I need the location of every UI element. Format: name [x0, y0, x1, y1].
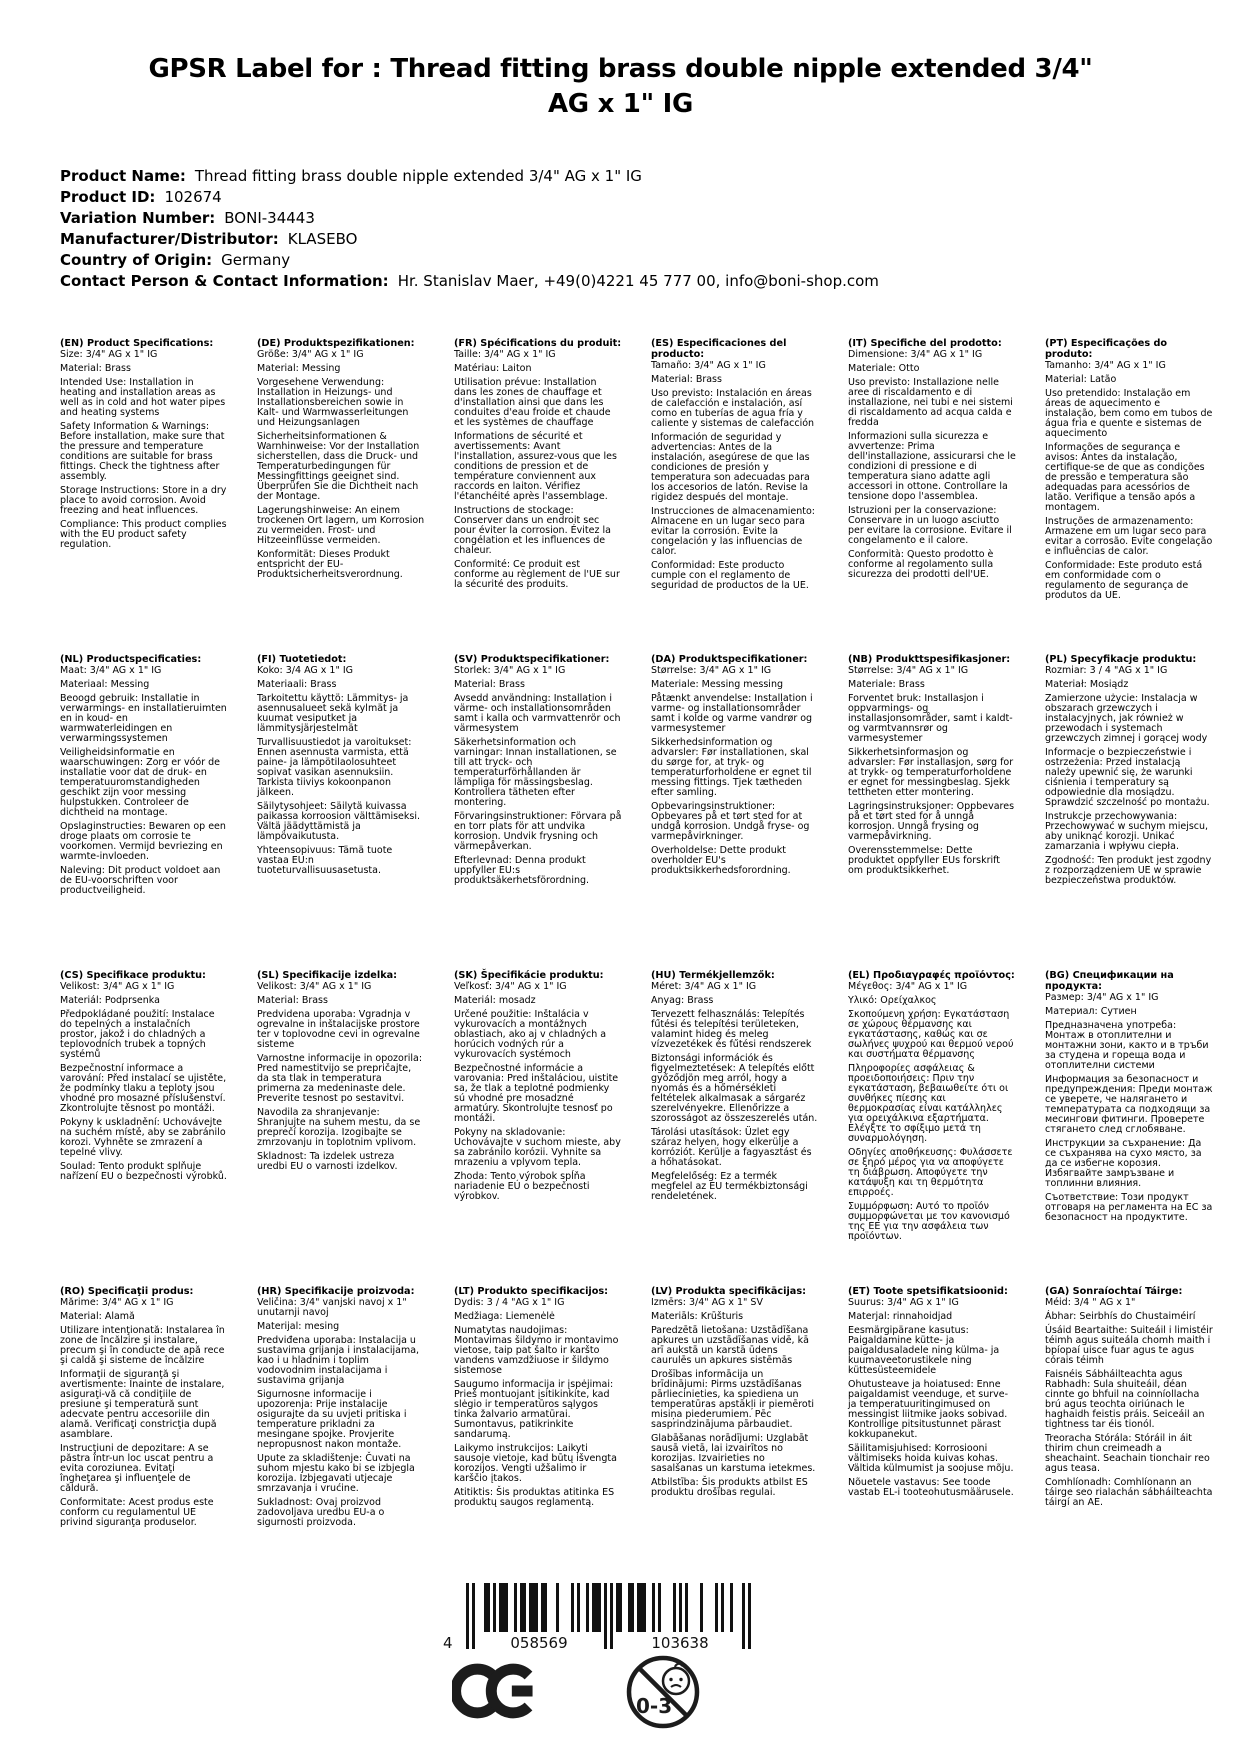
spec-paragraph: Materiāls: Krūšturis — [651, 1311, 744, 1322]
spec-paragraph: Zgodność: Ten produkt jest zgodny z rozporządzeniem UE w sprawie bezpieczeństwa produktów. — [1045, 855, 1212, 886]
spec-grid — [60, 338, 1213, 1532]
spec-paragraph: Conformidade: Este produto está em conformidade com o regulamento de segurança de produtos da UE. — [1045, 560, 1203, 601]
spec-block — [454, 1286, 622, 1532]
spec-block-paragraphs — [651, 666, 819, 876]
spec-paragraph: Σκοπούμενη χρήση: Εγκατάσταση σε χώρους θέρμανσης και εγκατάστασης, καθώς και σε σωλήνες ψυχρού και θερμού νερού και συστήματα θέρμανσης — [848, 1009, 1014, 1060]
spec-block-heading: (RO) Specificaţii produs: — [60, 1286, 194, 1297]
spec-paragraph: Påtænkt anvendelse: Installation i varme- og installationsområder samt i kolde og varme vandrør og varmesystemer — [651, 693, 813, 734]
spec-paragraph: Comhlíonadh: Comhlíonann an táirge seo rialachán sábháilteachta táirgí an AE. — [1045, 1477, 1213, 1508]
spec-block — [454, 654, 622, 970]
spec-block-paragraphs — [257, 666, 425, 876]
product-info-label: Manufacturer/Distributor: — [60, 230, 279, 248]
spec-block — [848, 338, 1016, 654]
spec-paragraph: Saugumo informacija ir įspėjimai: Prieš montuojant įsitikinkite, kad slėgio ir temperatūros sąlygos tinka žalvario armatūrai. Sumontavus, patikrinkite sandarumą. — [454, 1379, 614, 1440]
spec-paragraph: Инструкции за съхранение: Да се съхранява на сухо място, за да се избегне корозия. Избягвайте замръзване и топлинни влияния. — [1045, 1138, 1202, 1189]
spec-paragraph: Bezpečnostné informácie a varovania: Pred inštaláciou, uistite sa, že tlak a teplotné podmienky sú vhodné pre mosadzné armatúry. Skontrolujte tesnosť po montáži. — [454, 1063, 619, 1124]
spec-block-heading: (ES) Especificaciones del producto: — [651, 338, 787, 360]
age-warning-0-3-icon — [625, 1654, 701, 1734]
spec-paragraph: Opbevaringsinstruktioner: Opbevares på et tørt sted for at undgå korrosion. Undgå fryse- og varmepåvirkninger. — [651, 801, 810, 842]
spec-block-paragraphs — [60, 1298, 228, 1528]
spec-paragraph: Istruzioni per la conservazione: Conservare in un luogo asciutto per evitare la corrosione. Evitare il congelamento e il calore. — [848, 505, 1012, 546]
spec-block — [1045, 338, 1213, 654]
spec-block — [60, 338, 228, 654]
spec-block — [651, 1286, 819, 1532]
spec-paragraph: Úsáid Beartaithe: Suiteáil i limistéir téimh agus suiteála chomh maith i bpíopaí uisce fuar agus te agus córais téimh — [1045, 1325, 1213, 1366]
spec-block-heading: (LT) Produkto specifikacijos: — [454, 1286, 609, 1297]
spec-paragraph: Информация за безопасност и предупреждения: Преди монтаж се уверете, че налягането и температурата са подходящи за месингови фитинги. Проверете стягането след сглобяване. — [1045, 1074, 1213, 1135]
spec-block-paragraphs — [454, 1298, 622, 1508]
spec-paragraph: Размер: 3/4" AG x 1" IG — [1045, 992, 1159, 1003]
spec-paragraph: Koko: 3/4 AG x 1" IG — [257, 665, 354, 676]
spec-paragraph: Intended Use: Installation in heating and installation areas as well as in cold and hot water pipes and heating systems — [60, 377, 226, 418]
spec-paragraph: Informações de segurança e avisos: Antes da instalação, certifique-se de que as condições de pressão e temperatura são adequadas para acessórios de latão. Verifique a tensão após a montagem. — [1045, 442, 1205, 513]
spec-paragraph: Yhteensopivuus: Tämä tuote vastaa EU:n tuoteturvallisuusasetusta. — [257, 845, 393, 876]
spec-paragraph: Předpokládané použití: Instalace do tepelných a instalačních prostor, jakož i do chladných a teplovodních trubek a topných systémů — [60, 1009, 215, 1060]
spec-block-heading: (SL) Specifikacije izdelka: — [257, 970, 398, 981]
spec-paragraph: Dydis: 3 / 4 "AG x 1" IG — [454, 1297, 565, 1308]
spec-paragraph: Förvaringsinstruktioner: Förvara på en torr plats för att undvika korrosion. Undvik frysning och värmepåverkan. — [454, 811, 622, 852]
spec-paragraph: Predvidena uporaba: Vgradnja v ogrevalne in inštalacijske prostore ter v toplovodne cevi in ogrevalne sisteme — [257, 1009, 420, 1050]
spec-paragraph: Συμμόρφωση: Αυτό το προϊόν συμμορφώνεται με τον κανονισμό της ΕΕ για την ασφάλεια των προϊόντων. — [848, 1201, 1010, 1242]
spec-block-paragraphs — [651, 361, 819, 591]
ean13-barcode-svg — [441, 1583, 751, 1655]
spec-paragraph: Paredzētā lietošana: Uzstādīšana apkures un uzstādīšanas vidē, kā arī aukstā un karstā ūdens caurulēs un apkures sistēmās — [651, 1325, 809, 1366]
spec-paragraph: Navodila za shranjevanje: Shranjujte na suhem mestu, da se preprečí korozija. Izogibajte se zmrzovanju in toplotnim vplivom. — [257, 1107, 421, 1148]
spec-paragraph: Πληροφορίες ασφάλειας & προειδοποιήσεις: Πριν την εγκατάσταση, βεβαιωθείτε ότι οι συνθήκες πίεσης και θερμοκρασίας είναι κατάλληλες για ορειχάλκινα εξαρτήματα. Ελέγξτε το σφίξιμο μετά τη συναρμολόγηση. — [848, 1063, 1009, 1144]
spec-paragraph: Υλικό: Ορείχαλκος — [848, 995, 937, 1006]
spec-paragraph: Méret: 3/4" AG x 1" IG — [651, 981, 757, 992]
product-info-row — [60, 166, 879, 187]
spec-block — [1045, 1286, 1213, 1532]
spec-paragraph: Materiale: Otto — [848, 363, 920, 374]
spec-paragraph: Určené použitie: Inštalácia v vykurovacích a montážnych oblastiach, ako aj v chladných a horúcich vodných rúr a vykurovacích systémoch — [454, 1009, 607, 1060]
product-info-label: Country of Origin: — [60, 251, 213, 269]
spec-paragraph: Materijal: mesing — [257, 1321, 340, 1332]
spec-paragraph: Tarkoitettu käyttö: Lämmitys- ja asennusalueet sekä kylmät ja kuumat vesiputket ja lämmitysjärjestelmät — [257, 693, 409, 734]
spec-paragraph: Varnostne informacije in opozorila: Pred namestitvijo se prepričajte, da sta tlak in temperatura primerna za medeninaste dele. Preverite tesnost po sestavitvi. — [257, 1053, 423, 1104]
spec-block-heading: (NL) Productspecificaties: — [60, 654, 202, 665]
spec-paragraph: Storage Instructions: Store in a dry place to avoid corrosion. Avoid freezing and heat influences. — [60, 485, 227, 516]
spec-paragraph: Sigurnosne informacije i upozorenja: Prije instalacije osigurajte da su uvjeti pritiska i temperature prikladni za mesingane spojke. Provjerite nepropusnost nakon montaže. — [257, 1389, 407, 1450]
spec-paragraph: Overensstemmelse: Dette produktet oppfyller EUs forskrift om produktsikkerhet. — [848, 845, 1001, 876]
spec-paragraph: Съответствие: Този продукт отговаря на регламента на ЕС за безопасност на продуктите. — [1045, 1192, 1213, 1223]
spec-block-paragraphs — [60, 666, 228, 896]
spec-paragraph: Tamanho: 3/4" AG x 1" IG — [1045, 360, 1166, 371]
spec-paragraph: Informations de sécurité et avertissements: Avant l'installation, assurez-vous que les conditions de pression et de température conviennent aux raccords en laiton. Vérifiez l'étanchéité après l'assemblage. — [454, 431, 617, 502]
spec-paragraph: Konformität: Dieses Produkt entspricht der EU-Produktsicherheitsverordnung. — [257, 549, 403, 580]
spec-paragraph: Sicherheitsinformationen & Warnhinweise: Vor der Installation sicherstellen, dass die Druck- und Temperaturbedingungen für Messingfittings geeignet sind. Überprüfen Sie die Dichtheit nach der Montage. — [257, 431, 420, 502]
spec-block-paragraphs — [454, 350, 622, 590]
product-info-label: Product Name: — [60, 167, 186, 185]
spec-paragraph: Soulad: Tento produkt splňuje nařízení EU o bezpečnosti výrobků. — [60, 1161, 227, 1182]
spec-paragraph: Предназначена употреба: Монтаж в отоплителни и монтажни зони, както и в тръби за студена и гореща вода и отоплителни системи — [1045, 1020, 1209, 1071]
spec-paragraph: Οδηγίες αποθήκευσης: Φυλάσσετε σε ξηρό μέρος για να αποφύγετε τη διάβρωση. Αποφύγετε την κατάψυξη και τη θερμότητα επιρροές. — [848, 1147, 1013, 1198]
spec-paragraph: Atitiktis: Šis produktas atitinka ES produktų saugos reglamentą. — [454, 1487, 615, 1508]
spec-paragraph: Informazioni sulla sicurezza e avvertenze: Prima dell'installazione, assicurarsi che le condizioni di pressione e di temperatura siano adatte agli accessori in ottone. Controllare la tensione dopo l'assemblea. — [848, 431, 1016, 502]
product-info-row — [60, 250, 879, 271]
spec-block-heading: (HU) Termékjellemzők: — [651, 970, 775, 981]
product-info-label: Contact Person & Contact Information: — [60, 272, 389, 290]
spec-paragraph: Instruções de armazenamento: Armazene em um lugar seco para evitar a corrosão. Evite congelação e influências de calor. — [1045, 516, 1213, 557]
spec-paragraph: Drošības informācija un brīdinājumi: Pirms uzstādīšanas pārliecinieties, ka spiediena un temperatūras apstākļi ir piemēroti misiņa piederumiem. Pēc sasprindzinājuma pārbaudiet. — [651, 1369, 815, 1430]
spec-paragraph: Turvallisuustiedot ja varoitukset: Ennen asennusta varmista, että paine- ja lämpötilaolosuhteet sopivat vasikan asennuksiin. Tarkista tiiviys kokoonpanon jälkeen. — [257, 737, 412, 798]
product-info-row — [60, 187, 879, 208]
spec-paragraph: Materiaali: Brass — [257, 679, 337, 690]
spec-block — [257, 1286, 425, 1532]
spec-paragraph: Matériau: Laiton — [454, 363, 532, 374]
spec-paragraph: Dimensione: 3/4" AG x 1" IG — [848, 349, 983, 360]
spec-paragraph: Megfelelőség: Ez a termék megfelel az EU termékbiztonsági rendeletének. — [651, 1171, 808, 1202]
spec-block — [848, 1286, 1016, 1532]
spec-block-heading: (PL) Specyfikacje produktu: — [1045, 654, 1197, 665]
spec-block-heading: (EL) Προδιαγραφές προϊόντος: — [848, 970, 1015, 981]
spec-paragraph: Uso previsto: Installazione nelle aree di riscaldamento e di installazione, nei tubi e nei sistemi di riscaldamento ad acqua calda e fredda — [848, 377, 1013, 428]
spec-paragraph: Safety Information & Warnings: Before installation, make sure that the pressure and temperature conditions are suitable for brass fittings. Check the tightness after assembly. — [60, 421, 225, 482]
spec-block — [60, 1286, 228, 1532]
spec-paragraph: Conformitate: Acest produs este conform cu regulamentul UE privind siguranţa produselor. — [60, 1497, 214, 1528]
spec-paragraph: Utilizare intenţionată: Instalarea în zone de încălzire şi instalare, precum şi în conducte de apă rece şi caldă şi sisteme de încălzire — [60, 1325, 225, 1366]
spec-paragraph: Conformité: Ce produit est conforme au règlement de l'UE sur la sécurité des produits. — [454, 559, 620, 590]
spec-paragraph: Forventet bruk: Installasjon i oppvarmings- og installasjonsområder, samt i kaldt- og varmtvannsrør og varmesystemer — [848, 693, 1013, 744]
spec-block-heading: (DE) Produktspezifikationen: — [257, 338, 415, 349]
spec-paragraph: Rozmiar: 3 / 4 "AG x 1" IG — [1045, 665, 1168, 676]
product-info-label: Product ID: — [60, 188, 156, 206]
spec-block-heading: (FR) Spécifications du produit: — [454, 338, 622, 349]
spec-paragraph: Conformidad: Este producto cumple con el reglamento de seguridad de productos de la UE. — [651, 560, 809, 591]
spec-block-paragraphs — [1045, 993, 1213, 1223]
spec-paragraph: Säilytysohjeet: Säilytä kuivassa paikassa korroosion välttämiseksi. Vältä jäädyttämistä ja lämpövaikutusta. — [257, 801, 421, 842]
spec-paragraph: Maat: 3/4" AG x 1" IG — [60, 665, 162, 676]
spec-paragraph: Zhoda: Tento výrobok spĺňa nariadenie EÚ o bezpečnosti výrobkov. — [454, 1171, 590, 1202]
product-info-value: Germany — [221, 251, 291, 269]
spec-paragraph: Veličina: 3/4" vanjski navoj x 1" unutarnji navoj — [257, 1297, 407, 1318]
spec-paragraph: Größe: 3/4" AG x 1" IG — [257, 349, 364, 360]
spec-paragraph: Materjal: rinnahoidjad — [848, 1311, 953, 1322]
spec-paragraph: Medžiaga: Liemenėlė — [454, 1311, 555, 1322]
spec-paragraph: Sikkerhetsinformasjon og advarsler: Før installasjon, sørg for at trykk- og temperaturforholdene er egnet for messingbeslag. Sjekk tettheten etter montering. — [848, 747, 1014, 798]
spec-block — [651, 970, 819, 1286]
spec-block-heading: (ET) Toote spetsifikatsioonid: — [848, 1286, 1008, 1297]
spec-paragraph: Upute za skladištenje: Čuvati na suhom mjestu kako bi se izbjegla korozija. Izbjegavati utjecaje smrzavanja i vrućine. — [257, 1453, 415, 1494]
spec-block-heading: (DA) Produktspecifikationer: — [651, 654, 808, 665]
spec-paragraph: Storlek: 3/4" AG x 1" IG — [454, 665, 566, 676]
spec-paragraph: Predviđena uporaba: Instalacija u sustavima grijanja i instalacijama, kao i u hladnim i toplim vodovodnim instalacijama i sustavima grijanja — [257, 1335, 420, 1386]
spec-paragraph: Material: Latão — [1045, 374, 1117, 385]
spec-paragraph: Suurus: 3/4" AG x 1" IG — [848, 1297, 959, 1308]
spec-paragraph: Nõuetele vastavus: See toode vastab EL-i tooteohutusmäärusele. — [848, 1477, 1014, 1498]
spec-paragraph: Materiál: mosadz — [454, 995, 536, 1006]
spec-paragraph: Velikost: 3/4" AG x 1" IG — [60, 981, 175, 992]
spec-block-heading: (CS) Specifikace produktu: — [60, 970, 206, 981]
spec-paragraph: Efterlevnad: Denna produkt uppfyller EU:s produktsäkerhetsförordning. — [454, 855, 590, 886]
spec-block — [60, 970, 228, 1286]
spec-paragraph: Tárolási utasítások: Üzlet egy száraz helyen, hogy elkerülje a korróziót. Kerülje a fagyasztást és a hőhatásokat. — [651, 1127, 812, 1168]
spec-paragraph: Materiale: Messing messing — [651, 679, 783, 690]
spec-paragraph: Material: Brass — [454, 679, 525, 690]
spec-paragraph: Overholdelse: Dette produkt overholder EU's produktsikkerhedsforordning. — [651, 845, 791, 876]
spec-block-paragraphs — [257, 1298, 425, 1528]
spec-paragraph: Biztonsági információk és figyelmeztetések: A telepítés előtt győződjön meg arról, hogy a nyomás és a hőmérsékleti feltételek alkalmasak a sárgaréz szerelvényekre. Ellenőrizze a szorosságot az összeszerelés után. — [651, 1053, 818, 1124]
spec-paragraph: Material: Alamă — [60, 1311, 135, 1322]
spec-paragraph: Conformità: Questo prodotto è conforme al regolamento sulla sicurezza dei prodotti dell'UE. — [848, 549, 994, 580]
spec-paragraph: Bezpečnostní informace a varování: Před instalací se ujistěte, že podmínky tlaku a teploty jsou vhodné pro mosazné příslušenství. Zkontrolujte těsnost po montáži. — [60, 1063, 227, 1114]
product-info-value: Hr. Stanislav Maer, +49(0)4221 45 777 00, info@boni-shop.com — [397, 272, 879, 290]
barcode-digits: 058569 — [510, 1634, 568, 1652]
spec-paragraph: Størrelse: 3/4" AG x 1" IG — [651, 665, 772, 676]
barcode-digits: 4 — [443, 1634, 453, 1652]
spec-paragraph: Lagringsinstruksjoner: Oppbevares på et tørt sted for å unngå korrosjon. Unngå frysing og varmepåvirkning. — [848, 801, 1015, 842]
spec-paragraph: Instructions de stockage: Conserver dans un endroit sec pour éviter la corrosion. Évitez la congélation et les influences de chaleur. — [454, 505, 611, 556]
spec-block-paragraphs — [1045, 666, 1213, 886]
spec-paragraph: Material: Brass — [257, 995, 328, 1006]
spec-paragraph: Материал: Сутиен — [1045, 1006, 1137, 1017]
spec-paragraph: Zamierzone użycie: Instalacja w obszarach grzewczych i instalacyjnych, jak również w przewodach i systemach grzewczych zimnej i gorącej wody — [1045, 693, 1208, 744]
spec-paragraph: Tervezett felhasználás: Telepítés fűtési és telepítési területeken, valamint hideg és meleg vízvezetékek és fűtési rendszerek — [651, 1009, 812, 1050]
spec-paragraph: Compliance: This product complies with the EU product safety regulation. — [60, 519, 227, 550]
spec-block-heading: (LV) Produkta specifikācijas: — [651, 1286, 806, 1297]
spec-block — [257, 654, 425, 970]
spec-block-heading: (IT) Specifiche del prodotto: — [848, 338, 1002, 349]
spec-block-paragraphs — [848, 1298, 1016, 1498]
spec-paragraph: Säkerhetsinformation och varningar: Innan installationen, se till att tryck- och temperaturförhållanden är lämpliga för mässingsbeslag. Kontrollera tätheten efter montering. — [454, 737, 617, 808]
spec-block-paragraphs — [454, 666, 622, 886]
spec-paragraph: Beoogd gebruik: Installatie in verwarmings- en installatieruimten en in koud- en warmwaterleidingen en verwarmingssystemen — [60, 693, 227, 744]
spec-paragraph: Opslaginstructies: Bewaren op een droge plaats om corrosie te voorkomen. Vermijd bevriezing en warmte-invloeden. — [60, 821, 226, 862]
spec-paragraph: Sikkerhedsinformation og advarsler: Før installationen, skal du sørge for, at tryk- og temperaturforholdene er egnet til messing fittings. Tjek tætheden efter samling. — [651, 737, 812, 798]
barcode-digits: 103638 — [651, 1634, 709, 1652]
page-title-line2: AG x 1" IG — [547, 89, 694, 119]
spec-paragraph: Μέγεθος: 3/4" AG x 1" IG — [848, 981, 968, 992]
spec-block-heading: (GA) Sonraíochtaí Táirge: — [1045, 1286, 1183, 1297]
spec-block-paragraphs — [454, 982, 622, 1202]
spec-paragraph: Laikymo instrukcijos: Laikyti sausoje vietoje, kad būtų išvengta korozijos. Vengti užšalimo ir karščio įtakos. — [454, 1443, 617, 1484]
spec-paragraph: Lagerungshinweise: An einem trockenen Ort lagern, um Korrosion zu vermeiden. Frost- und Hitzeeinflüsse vermeiden. — [257, 505, 425, 546]
spec-block-paragraphs — [257, 350, 425, 580]
spec-block-heading: (FI) Tuotetiedot: — [257, 654, 347, 665]
spec-block — [60, 654, 228, 970]
spec-block — [454, 970, 622, 1286]
spec-paragraph: Vorgesehene Verwendung: Installation in Heizungs- und Installationsbereichen sowie in Kalt- und Warmwasserleitungen und Heizungsanlagen — [257, 377, 409, 428]
spec-paragraph: Size: 3/4" AG x 1" IG — [60, 349, 158, 360]
product-info-value: BONI-34443 — [224, 209, 315, 227]
spec-paragraph: Materiaal: Messing — [60, 679, 150, 690]
baby-face-icon — [663, 1668, 689, 1694]
product-info — [60, 166, 879, 292]
spec-paragraph: Faisnéis Sábháilteachta agus Rabhadh: Sula shuiteáil, déan cinnte go bhfuil na coinníollacha brú agus teochta oiriúnach le haghaidh feistis práis. Seiceáil an tightness tar éis tionól. — [1045, 1369, 1205, 1430]
spec-paragraph: Material: Brass — [651, 374, 722, 385]
spec-paragraph: Materiál: Podprsenka — [60, 995, 160, 1006]
spec-paragraph: Ohutusteave ja hoiatused: Enne paigaldamist veenduge, et surve- ja temperatuuritingimused on messingist liitmike jaoks sobivad. Kontrollige pitsitustunnet pärast kokkupanekut. — [848, 1379, 1009, 1440]
spec-paragraph: Ábhar: Seirbhís do Chustaiméirí — [1045, 1311, 1196, 1322]
spec-paragraph: Säilitamisjuhised: Korrosiooni vältimiseks hoida kuivas kohas. Vältida külmumist ja soojuse mõju. — [848, 1443, 1014, 1474]
spec-block — [454, 338, 622, 654]
spec-block — [848, 654, 1016, 970]
spec-block — [848, 970, 1016, 1286]
spec-block — [651, 654, 819, 970]
spec-paragraph: Méid: 3/4 " AG x 1" — [1045, 1297, 1136, 1308]
spec-block-paragraphs — [257, 982, 425, 1172]
spec-block-paragraphs — [60, 982, 228, 1182]
product-info-row — [60, 229, 879, 250]
spec-block-heading: (EN) Product Specifications: — [60, 338, 214, 349]
spec-block — [257, 970, 425, 1286]
spec-block-paragraphs — [848, 350, 1016, 580]
spec-paragraph: Taille: 3/4" AG x 1" IG — [454, 349, 556, 360]
spec-block-heading: (SV) Produktspecifikationer: — [454, 654, 610, 665]
spec-paragraph: Utilisation prévue: Installation dans les zones de chauffage et d'installation ainsi que dans les conduites d'eau froide et chaude et les systèmes de chauffage — [454, 377, 611, 428]
spec-paragraph: Materiał: Mosiądz — [1045, 679, 1129, 690]
spec-paragraph: Størrelse: 3/4" AG x 1" IG — [848, 665, 969, 676]
spec-paragraph: Anyag: Brass — [651, 995, 714, 1006]
spec-block-paragraphs — [1045, 1298, 1213, 1508]
spec-paragraph: Tamaño: 3/4" AG x 1" IG — [651, 360, 766, 371]
product-info-row — [60, 271, 879, 292]
ean13-barcode — [441, 1583, 751, 1659]
spec-paragraph: Izmērs: 3/4" AG x 1" SV — [651, 1297, 763, 1308]
spec-block-paragraphs — [848, 666, 1016, 876]
spec-block-heading: (NB) Produkttspesifikasjoner: — [848, 654, 1011, 665]
spec-paragraph: Uso previsto: Instalación en áreas de calefacción e instalación, así como en tuberías de agua fría y caliente y sistemas de calefacción — [651, 388, 815, 429]
spec-paragraph: Veiligheidsinformatie en waarschuwingen: Zorg er vóór de installatie voor dat de druk- en temperatuuromstandigheden geschikt zijn voor messing hulpstukken. Controleer de dichtheid na montage. — [60, 747, 221, 818]
spec-paragraph: Skladnost: Ta izdelek ustreza uredbi EU o varnosti izdelkov. — [257, 1151, 398, 1172]
spec-block — [1045, 654, 1213, 970]
spec-paragraph: Glabāšanas norādījumi: Uzglabāt sausā vietā, lai izvairītos no korozijas. Izvairieties no sasalšanas un karstuma ietekmes. — [651, 1433, 816, 1474]
spec-paragraph: Uso pretendido: Instalação em áreas de aquecimento e instalação, bem como em tubos de água fria e quente e sistemas de aquecimento — [1045, 388, 1213, 439]
spec-block-paragraphs — [848, 982, 1016, 1242]
spec-block-paragraphs — [651, 982, 819, 1202]
spec-paragraph: Sukladnost: Ovaj proizvod zadovoljava uredbu EU-a o sigurnosti proizvoda. — [257, 1497, 385, 1528]
spec-paragraph: Veľkosť: 3/4" AG x 1" IG — [454, 981, 567, 992]
product-info-value: KLASEBO — [287, 230, 358, 248]
spec-paragraph: Materiale: Brass — [848, 679, 925, 690]
spec-paragraph: Pokyny k uskladnění: Uchovávejte na suchém místě, aby se zabránilo korozi. Vyhněte se zmrazení a tepelné vlivy. — [60, 1117, 226, 1158]
spec-paragraph: Informacje o bezpieczeństwie i ostrzeżenia: Przed instalacją należy upewnić się, że warunki ciśnienia i temperatury są odpowiednie dla mosiądzu. Sprawdzić szczelność po montażu. — [1045, 747, 1210, 808]
spec-paragraph: Naleving: Dit product voldoet aan de EU-voorschriften voor productveiligheid. — [60, 865, 221, 896]
spec-block — [1045, 970, 1213, 1286]
spec-block-paragraphs — [60, 350, 228, 550]
page-title-line1: GPSR Label for : Thread fitting brass double nipple extended 3/4" — [148, 54, 1093, 84]
page-title — [0, 52, 1241, 122]
spec-paragraph: Avsedd användning: Installation i värme- och installationsområden samt i kalla och varmvattenrör och värmesystem — [454, 693, 621, 734]
spec-block-heading: (SK) Špecifikácie produktu: — [454, 970, 604, 981]
spec-block-heading: (PT) Especificações do produto: — [1045, 338, 1168, 360]
spec-paragraph: Información de seguridad y advertencias: Antes de la instalación, asegúrese de que las condiciones de presión y temperatura son adecuadas para los accesorios de latón. Revise la rigidez después del montaje. — [651, 432, 810, 503]
spec-block-heading: (HR) Specifikacije proizvoda: — [257, 1286, 415, 1297]
product-info-value: Thread fitting brass double nipple extended 3/4" AG x 1" IG — [194, 167, 642, 185]
spec-paragraph: Mărime: 3/4" AG x 1" IG — [60, 1297, 174, 1308]
spec-paragraph: Eesmärgipärane kasutus: Paigaldamine kütte- ja paigaldusaladele ning külma- ja kuumaveetorustikele ning küttesüsteemidele — [848, 1325, 1000, 1376]
spec-block-paragraphs — [1045, 361, 1213, 601]
spec-block-heading: (BG) Спецификации на продукта: — [1045, 970, 1174, 992]
ce-mark-icon — [452, 1662, 536, 1724]
product-info-label: Variation Number: — [60, 209, 216, 227]
spec-block — [257, 338, 425, 654]
spec-paragraph: Instrucţiuni de depozitare: A se păstra într-un loc uscat pentru a evita coroziunea. Evitaţi îngheţarea şi influenţele de căldură. — [60, 1443, 214, 1494]
spec-paragraph: Instrukcje przechowywania: Przechowywać w suchym miejscu, aby uniknąć korozji. Unikać zamarzania i wpływu ciepła. — [1045, 811, 1209, 852]
product-info-value: 102674 — [164, 188, 222, 206]
spec-block-paragraphs — [651, 1298, 819, 1498]
spec-paragraph: Pokyny na skladovanie: Uchovávajte v suchom mieste, aby sa zabránilo korózii. Vyhnite sa mrazeniu a vplyvom tepla. — [454, 1127, 621, 1168]
product-info-row — [60, 208, 879, 229]
spec-paragraph: Velikost: 3/4" AG x 1" IG — [257, 981, 372, 992]
spec-paragraph: Numatytas naudojimas: Montavimas šildymo ir montavimo vietose, taip pat šalto ir karšto vandens vamzdžiuose ir šildymo sistemose — [454, 1325, 619, 1376]
spec-paragraph: Material: Brass — [60, 363, 131, 374]
spec-paragraph: Atbilstība: Šis produkts atbilst ES produktu drošības regulai. — [651, 1477, 808, 1498]
spec-paragraph: Material: Messing — [257, 363, 341, 374]
spec-paragraph: Treoracha Stórála: Stóráil in áit thirim chun creimeadh a sheachaint. Seachain tionchair reo agus teasa. — [1045, 1433, 1210, 1474]
spec-paragraph: Informaţii de siguranţă şi avertismente: Înainte de instalare, asiguraţi-vă că condiţiile de presiune şi temperatură sunt adecvate pentru accesoriile din alamă. Verificaţi constricţia după asamblare. — [60, 1369, 225, 1440]
age-warning-label: 0-3 — [636, 1694, 673, 1718]
spec-paragraph: Instrucciones de almacenamiento: Almacene en un lugar seco para evitar la corrosión. Evite la congelación y las influencias de calor. — [651, 506, 815, 557]
spec-block — [651, 338, 819, 654]
